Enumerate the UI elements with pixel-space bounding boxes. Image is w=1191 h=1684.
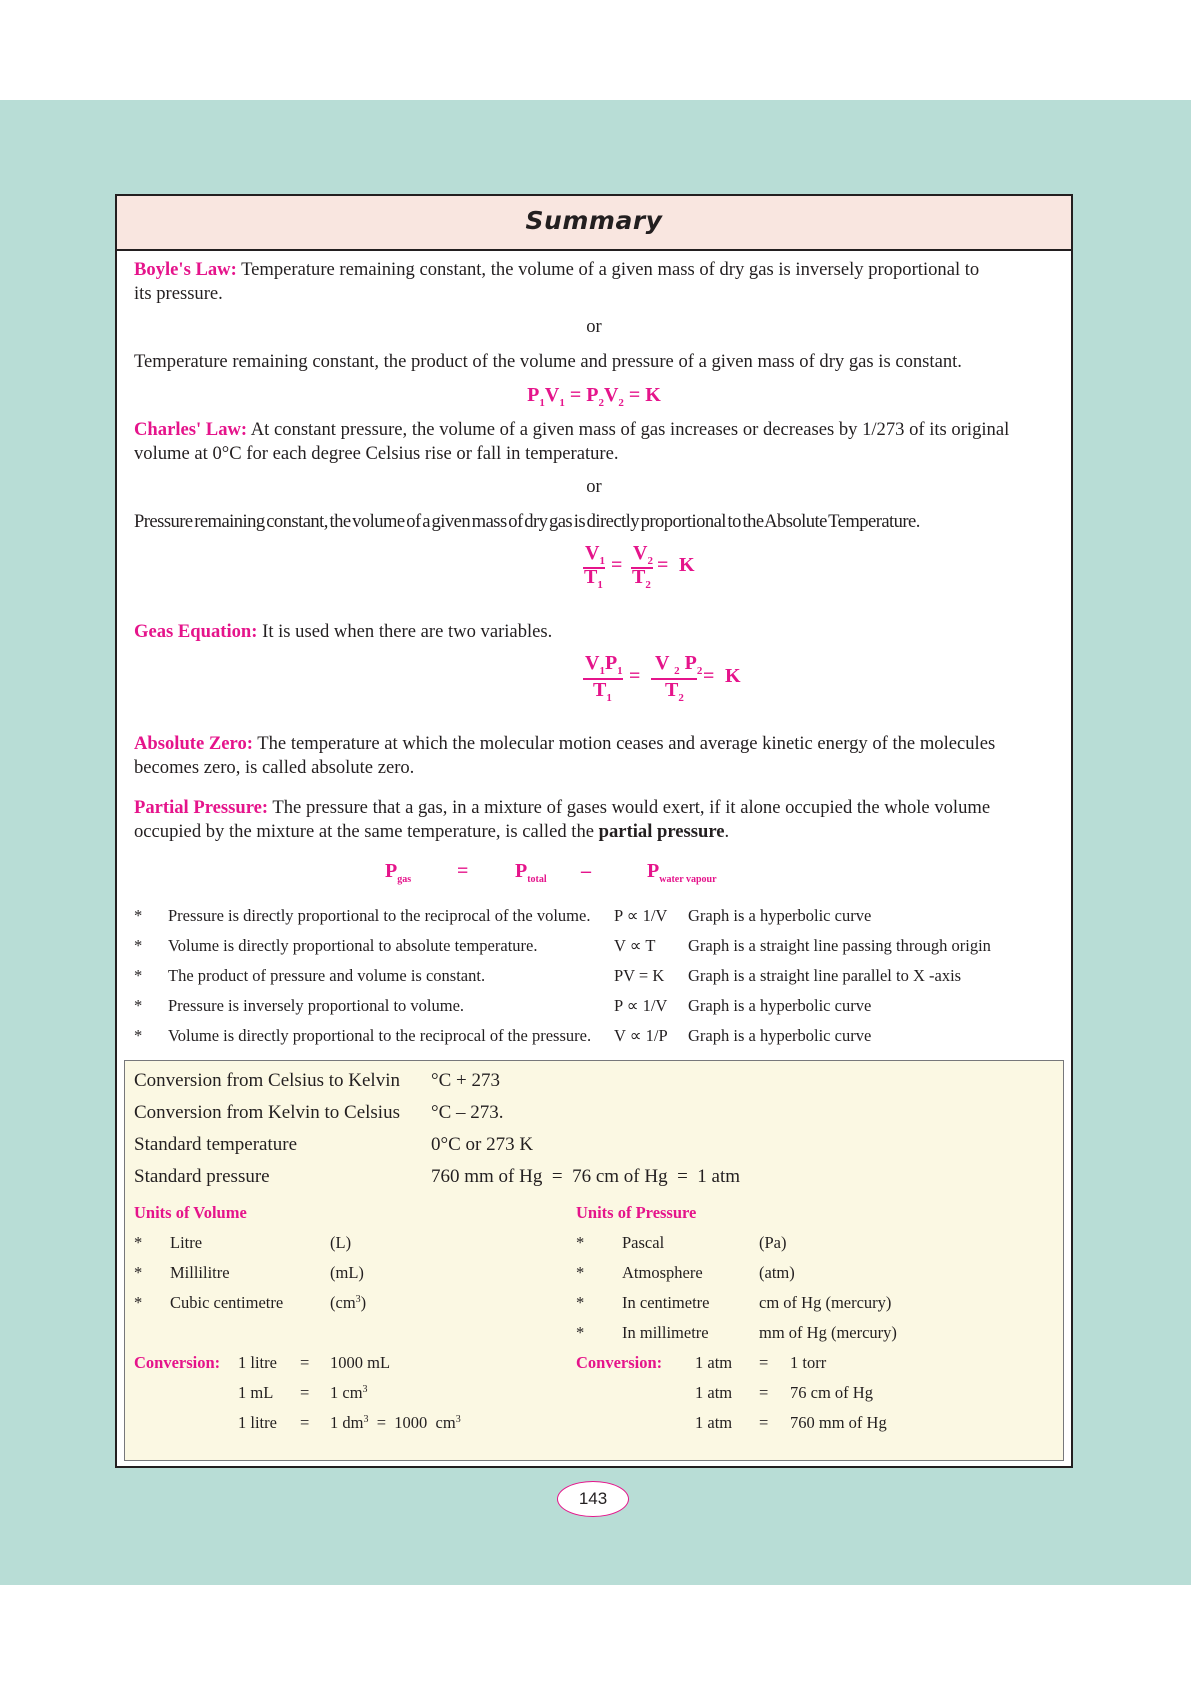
unit-name: In millimetre (622, 1323, 709, 1342)
charles-law-line2: volume at 0°C for each degree Celsius rise or fall in temperature. (134, 443, 619, 464)
charles-law-line1: At constant pressure, the volume of a given mass of gas increases or decreases by 1/273 of its original (250, 419, 1010, 440)
boyle-law-line1: Temperature remaining constant, the volume of a given mass of dry gas is inversely proportional to (241, 259, 980, 280)
conversion-label: Conversion from Kelvin to Celsius (134, 1102, 400, 1123)
boyle-law-term: Boyle's Law: (134, 259, 237, 280)
charles-law-term: Charles' Law: (134, 419, 248, 440)
boyle-law-line2: its pressure. (134, 283, 223, 304)
summary-title-bar (117, 196, 1071, 251)
summary-panel: Summary Boyle's Law: Temperature remaining constant, the volume of a given mass of dry gas is inversely proportional to its pressure. or Temperature remaining constant, the product of the volume and pressure of a given mass of dry gas is constant. $P_1V_1 = P_2V_2 = K$ Charles' Law: At constant pressure, the volume of a given mass of gas increases or decreases by 1/273 of its original volume at 0°C for each degree Celsius rise or fall in temperature. or Pressure remaining constant, the volume of a given mass of dry gas is directly proportional to the Absolute Temperature. $V_1$ $T_1$ = $V_2$ $T_2$ = K Geas Equation: It is used when there are two variables. $V_1P_1$ $T_1$ = V $_2$ $P_2$ $T_2$ = K Absolute Zero: The temperature at which the molecular motion ceases and average kinetic energy of the molecules becomes zero, is called absolute zero. Partial Pressure: The pressure that a gas, in a mixture of gases would exert, if it alone occupied the whole volume occupied by the mixture at the same temperature, is called the partial pressure. $P_{gas}$ = $P_{total}$ – $P_{water vapour}$ * Pressure is directly proportional to the reciprocal of the volume. P ∝ 1/V Graph is a hyperbolic curve * Volume is directly proportional to absolute temperature. V ∝ T Graph is a straight line passing through origin * The product of pressure and volume is constant. PV = K Graph is a straight line parallel to X -axis * Pressure is inversely proportional to volume. P ∝ 1/V Graph is a hyperbolic curve * Volume is directly proportional to the reciprocal of the pressure. V ∝ 1/P Graph is a hyperbolic curve Conversion from Celsius to Kelvin °C + 273 Conversion from Kelvin to Celsius °C – 273. Standard temperature 0°C or 273 K Standard pressure 760 mm of Hg = 76 cm of Hg = 1 atm Units of Volume * Litre (L) * Millilitre (mL) * Cubic centimetre $(cm^3)$ Conversion: 1 litre = 1000 mL 1 mL = 1 $cm^3$ 1 litre = 1 $dm^3 = 1000$ $cm^3$ Units of Pressure * Pascal (Pa) * Atmosphere (atm) * In centimetre cm of Hg (mercury) * In millimetre mm of Hg (mercury) Conversion: 1 atm = 1 torr 1 atm = 76 cm of Hg 1 atm = 760 mm of Hg (115, 194, 1073, 1468)
partial-pressure-formula: $P_{gas}$ = $P_{total}$ – $P_{water vapour}$ (385, 860, 717, 885)
conversion-label: Standard temperature (134, 1134, 298, 1155)
units-volume-heading: Units of Volume (134, 1203, 247, 1222)
conversion-label: Standard pressure (134, 1166, 270, 1187)
unit-symbol: (Pa) (759, 1233, 787, 1252)
unit-symbol: (L) (330, 1233, 352, 1252)
absolute-zero-term: Absolute Zero: (134, 733, 253, 754)
unit-name: Cubic centimetre (170, 1293, 284, 1312)
partial-pressure-line1: The pressure that a gas, in a mixture of gases would exert, if it alone occupied the whole volume (272, 797, 991, 818)
units-pressure-heading: Units of Pressure (576, 1203, 697, 1222)
unit-symbol: (mL) (330, 1263, 364, 1282)
conversion-label: Conversion from Celsius to Kelvin (134, 1070, 400, 1091)
conversion-value: 760 mm of Hg = 76 cm of Hg = 1 atm (431, 1166, 741, 1187)
unit-symbol: mm of Hg (mercury) (759, 1323, 897, 1342)
boyle-law-paragraph (134, 258, 1056, 282)
unit-name: Millilitre (170, 1263, 230, 1282)
absolute-zero-paragraph (134, 732, 1056, 756)
conversion-value: 0°C or 273 K (431, 1134, 534, 1155)
charles-formula: $V_1$ $T_1$ = $V_2$ $T_2$ = K (584, 542, 695, 591)
unit-symbol: (atm) (759, 1263, 795, 1282)
boyle-law-line3: Temperature remaining constant, the product of the volume and pressure of a given mass of dry gas is constant. (134, 351, 962, 372)
conversion-value: °C – 273. (431, 1102, 504, 1123)
partial-pressure-paragraph (134, 796, 1056, 820)
partial-pressure-term: Partial Pressure: (134, 797, 269, 818)
volume-conversion-label: Conversion: (134, 1353, 221, 1372)
charles-law-line3: Pressure remaining constant, the volume of a given mass of dry gas is directly proportional to the Absolute Temperature. (134, 511, 920, 532)
partial-pressure-line2: occupied by the mixture at the same temperature, is called the partial pressure. (134, 821, 730, 842)
boyle-formula: $P_1V_1 = P_2V_2 = K$ (527, 384, 661, 409)
boyle-or: or (586, 316, 602, 337)
page-number: 143 (557, 1481, 629, 1517)
unit-symbol: cm of Hg (mercury) (759, 1293, 892, 1312)
unit-name: Pascal (622, 1233, 665, 1252)
absolute-zero-line2: becomes zero, is called absolute zero. (134, 757, 415, 778)
gas-equation-term: Geas Equation: (134, 621, 258, 642)
unit-name: In centimetre (622, 1293, 710, 1312)
unit-name: Atmosphere (622, 1263, 703, 1282)
gas-equation-formula: $V_1P_1$ $T_1$ = V $_2$ $P_2$ $T_2$ = K (585, 652, 741, 704)
charles-or: or (586, 476, 602, 497)
conversion-box: Conversion from Celsius to Kelvin °C + 273 Conversion from Kelvin to Celsius °C – 273. Standard temperature 0°C or 273 K Standard pressure 760 mm of Hg = 76 cm of Hg = 1 atm Units of Volume * Litre (L) * Millilitre (mL) * Cubic centimetre $(cm^3)$ Conversion: 1 litre = 1000 mL 1 mL = 1 $cm^3$ 1 litre = 1 $dm^3 = 1000$ $cm^3$ Units of Pressure * Pascal (Pa) * Atmosphere (atm) * In centimetre cm of Hg (mercury) * In millimetre mm of Hg (mercury) Conversion: 1 atm = 1 torr 1 atm = 76 cm of Hg 1 atm = 760 mm of Hg (124, 1060, 1064, 1461)
charles-law-paragraph (134, 418, 1056, 442)
unit-symbol: $(cm^3)$ (330, 1293, 367, 1312)
gas-equation-text: It is used when there are two variables. (262, 621, 553, 642)
absolute-zero-line1: The temperature at which the molecular motion ceases and average kinetic energy of the molecules (257, 733, 996, 754)
unit-name: Litre (170, 1233, 203, 1252)
conversion-value: °C + 273 (431, 1070, 500, 1091)
summary-title: Summary (525, 206, 663, 235)
gas-equation-paragraph (134, 620, 1056, 644)
pressure-conversion-label: Conversion: (576, 1353, 663, 1372)
